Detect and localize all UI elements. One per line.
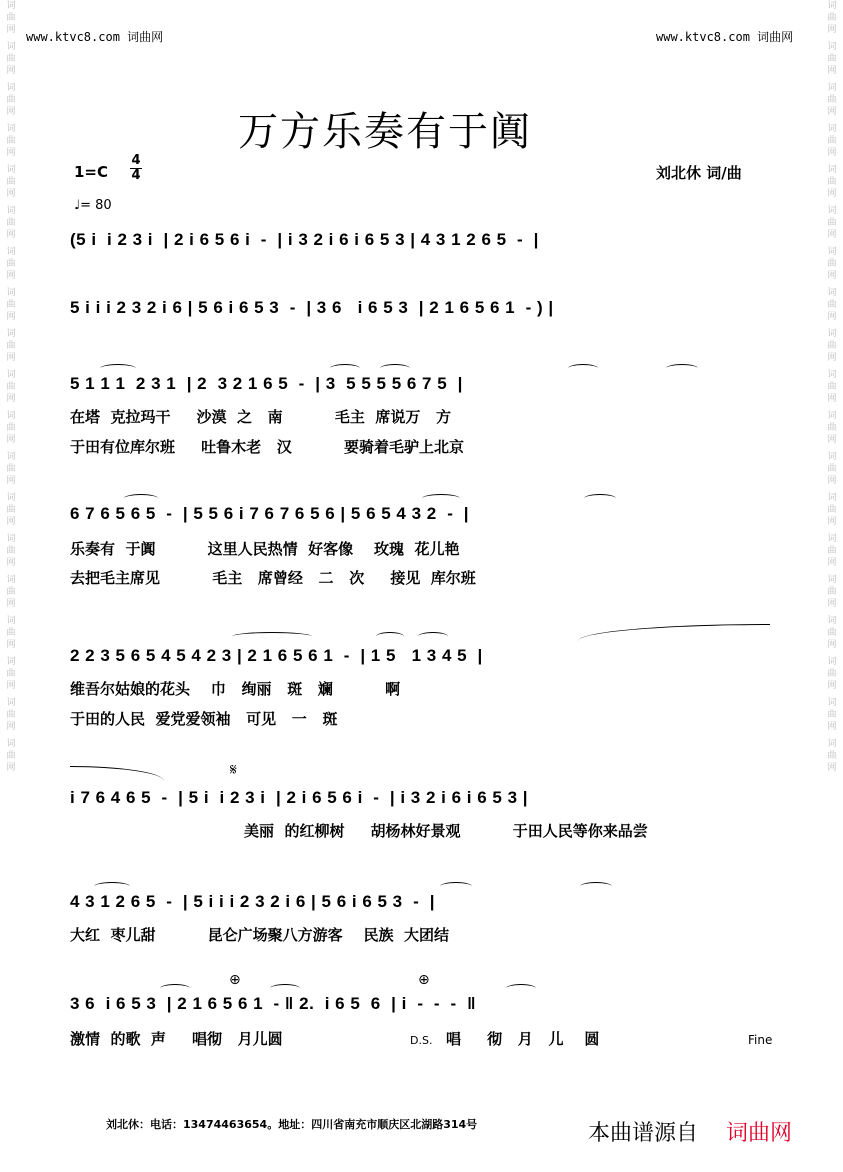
lyric-row-6: 美丽 的红柳树 胡杨林好景观 于田人民等你来品尝 <box>244 822 648 840</box>
watermark-text: 词 曲 网 <box>827 206 837 240</box>
watermark-text: 词 曲 网 <box>6 452 16 486</box>
slur <box>580 882 612 891</box>
lyric-row-4-verse-1: 乐奏有 于阗 这里人民热情 好客像 玫瑰 花儿艳 <box>70 540 460 558</box>
notation-row-6: i 7 6 4 6 5 - | 5 i i 2 3 i | 2 i 6 5 6 i - | i 3 2 i 6 i 6 5 3 | <box>70 788 529 807</box>
watermark-text: 词 曲 网 <box>6 288 16 322</box>
lyric-row-3-verse-1: 在塔 克拉玛干 沙漠 之 南 毛主 席说万 方 <box>70 408 452 426</box>
watermark-text: 词 曲 网 <box>6 575 16 609</box>
watermark-text: 词 曲 网 <box>6 1 16 35</box>
watermark-text: 词 曲 网 <box>827 698 837 732</box>
lyric-row-5-verse-1: 维吾尔姑娘的花头 巾 绚丽 斑 斓 啊 <box>70 680 401 698</box>
watermark-text: 词 曲 网 <box>6 329 16 363</box>
watermark-text: 词 曲 网 <box>827 165 837 199</box>
watermark-text: 词 曲 网 <box>827 534 837 568</box>
notation-row-7: 4 3 1 2 6 5 - | 5 i i i 2 3 2 i 6 | 5 6 i 6 5 3 - | <box>70 892 435 911</box>
site-header-left[interactable]: www.ktvc8.com 词曲网 <box>26 30 164 44</box>
site-header-right[interactable]: www.ktvc8.com 词曲网 <box>656 30 794 44</box>
watermark-text: 词 曲 网 <box>6 83 16 117</box>
contact-info: 刘北休：电话：13474463654。地址：四川省南充市顺庆区北湖路314号 <box>106 1118 478 1131</box>
watermark-text: 词 曲 网 <box>6 206 16 240</box>
watermark-text: 词 曲 网 <box>827 575 837 609</box>
author-credit: 刘北休 词/曲 <box>656 164 742 182</box>
slur <box>100 364 136 373</box>
slur <box>160 984 190 993</box>
watermark-text: 词 曲 网 <box>6 616 16 650</box>
slur <box>232 632 312 641</box>
lyric-row-4-verse-2: 去把毛主席见 毛主 席曾经 二 次 接见 库尔班 <box>70 569 476 587</box>
slur <box>506 984 536 993</box>
slur <box>94 882 130 891</box>
slur <box>584 494 616 503</box>
slur <box>330 364 360 373</box>
lyric-row-8-ending: 唱 彻 月 儿 圆 <box>446 1030 600 1048</box>
slur <box>578 624 770 641</box>
coda-icon: ⊕ <box>418 972 430 988</box>
watermark-text: 词 曲 网 <box>827 1 837 35</box>
notation-row-2: 5 i i i 2 3 2 i 6 | 5 6 i 6 5 3 - | 3 6 i 6 5 3 | 2 1 6 5 6 1 - ) | <box>70 298 554 317</box>
slur <box>376 632 404 641</box>
notation-row-1: (5 i i 2 3 i | 2 i 6 5 6 i - | i 3 2 i 6 i 6 5 3 | 4 3 1 2 6 5 - | <box>70 230 539 249</box>
slur <box>70 766 164 781</box>
watermark-text: 词 曲 网 <box>827 124 837 158</box>
watermark-text: 词 曲 网 <box>6 370 16 404</box>
watermark-text: 词 曲 网 <box>6 534 16 568</box>
watermark-text: 词 曲 网 <box>827 452 837 486</box>
right-watermark <box>823 0 841 1172</box>
slur <box>568 364 598 373</box>
fine-marking: Fine <box>748 1033 773 1047</box>
quarter-note-icon: ♩ <box>74 198 81 213</box>
notation-row-3: 5 1 1 1 2 3 1 | 2 3 2 1 6 5 - | 3 5 5 5 5 6 7 5 | <box>70 374 463 393</box>
watermark-text: 词 曲 网 <box>827 616 837 650</box>
tempo-marking <box>74 198 112 213</box>
left-watermark <box>2 0 20 1172</box>
slur <box>418 632 448 641</box>
watermark-text: 词 曲 网 <box>6 698 16 732</box>
lyric-row-3-verse-2: 于田有位库尔班 吐鲁木老 汉 要骑着毛驴上北京 <box>70 438 465 456</box>
slur <box>380 364 410 373</box>
segno-icon: 𝄋 <box>230 760 237 779</box>
source-link[interactable]: 词曲网 <box>726 1121 793 1146</box>
slur <box>422 494 460 503</box>
time-bottom: 4 <box>131 168 141 183</box>
watermark-text: 词 曲 网 <box>827 329 837 363</box>
lyric-row-7: 大红 枣儿甜 昆仑广场聚八方游客 民族 大团结 <box>70 926 450 944</box>
time-top: 4 <box>131 153 141 168</box>
watermark-text: 词 曲 网 <box>827 83 837 117</box>
lyric-row-5-verse-2: 于田的人民 爱党爱领袖 可见 一 斑 <box>70 710 338 728</box>
key-signature: 1=C <box>74 163 109 181</box>
watermark-text: 词 曲 网 <box>6 247 16 281</box>
coda-icon: ⊕ <box>229 972 241 988</box>
slur <box>124 494 158 503</box>
watermark-text: 词 曲 网 <box>827 739 837 773</box>
watermark-text: 词 曲 网 <box>827 370 837 404</box>
watermark-text: 词 曲 网 <box>6 657 16 691</box>
slur <box>440 882 472 891</box>
notation-row-8: 3 6 i 6 5 3 | 2 1 6 5 6 1 - ‖ 2. i 6 5 6 | i - - - ‖ <box>70 994 477 1013</box>
watermark-text: 词 曲 网 <box>827 411 837 445</box>
song-title: 万方乐奏有于阗 <box>238 109 532 155</box>
watermark-text: 词 曲 网 <box>827 247 837 281</box>
watermark-text: 词 曲 网 <box>827 657 837 691</box>
watermark-text: 词 曲 网 <box>6 411 16 445</box>
tempo-value: = 80 <box>80 198 112 213</box>
slur <box>270 984 300 993</box>
watermark-text: 词 曲 网 <box>827 493 837 527</box>
watermark-text: 词 曲 网 <box>6 739 16 773</box>
watermark-text: 词 曲 网 <box>827 42 837 76</box>
source-label: 本曲谱源自 <box>588 1121 699 1146</box>
slur <box>666 364 698 373</box>
watermark-text: 词 曲 网 <box>6 42 16 76</box>
watermark-text: 词 曲 网 <box>6 165 16 199</box>
time-signature <box>130 154 142 183</box>
notation-row-5: 2 2 3 5 6 5 4 5 4 2 3 | 2 1 6 5 6 1 - | 1 5 1 3 4 5 | <box>70 646 483 665</box>
watermark-text: 词 曲 网 <box>6 124 16 158</box>
notation-row-4: 6 7 6 5 6 5 - | 5 5 6 i 7 6 7 6 5 6 | 5 6 5 4 3 2 - | <box>70 504 470 523</box>
ds-marking: D.S. <box>410 1034 433 1047</box>
watermark-text: 词 曲 网 <box>6 493 16 527</box>
watermark-text: 词 曲 网 <box>827 288 837 322</box>
lyric-row-8: 激情 的歌 声 唱彻 月儿圆 <box>70 1030 283 1048</box>
